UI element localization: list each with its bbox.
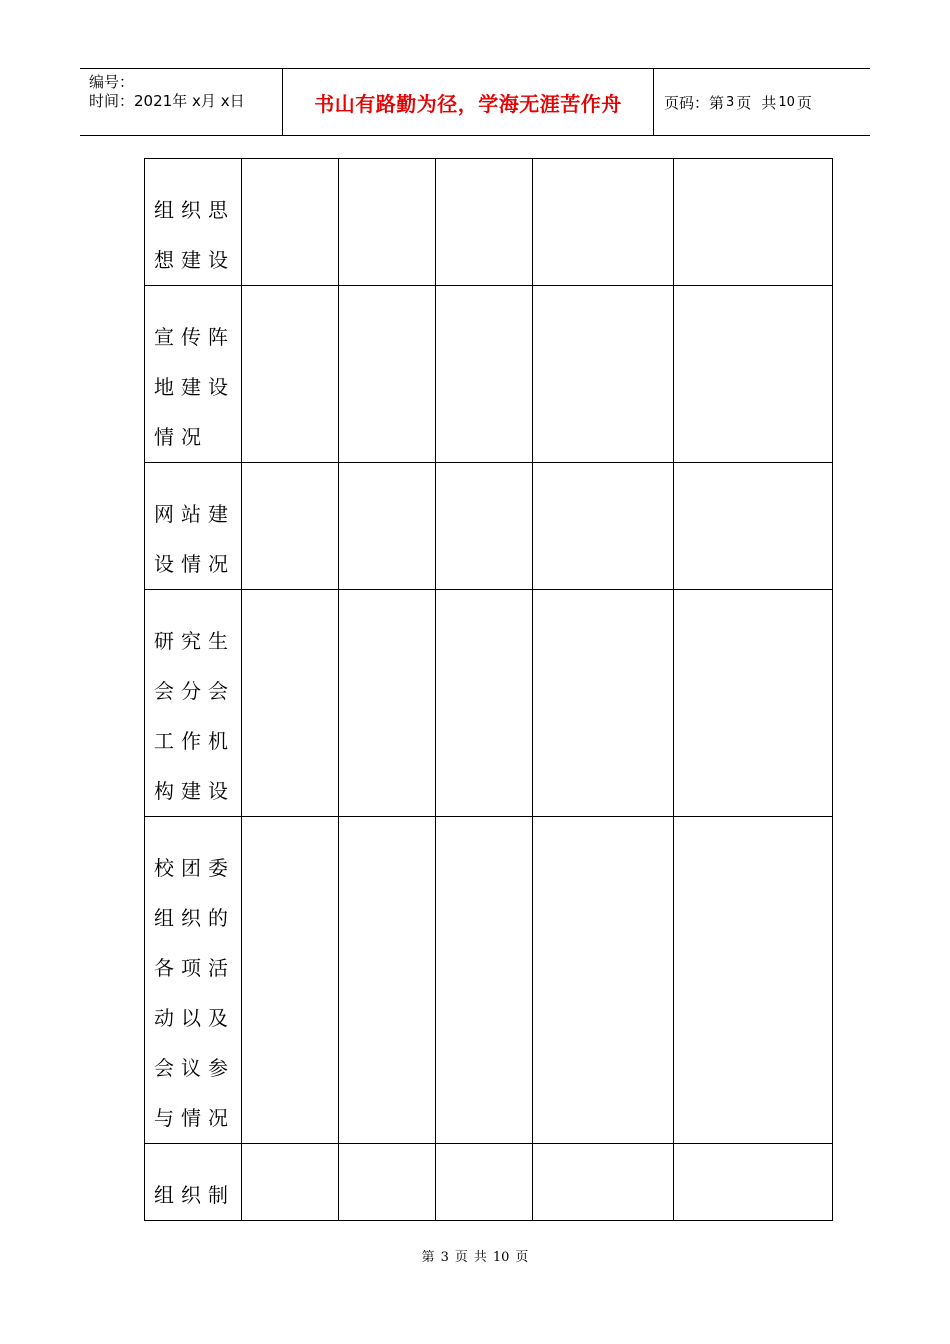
row-label: 研究生会分会工作机构建设 [145, 590, 242, 817]
table-cell[interactable] [436, 590, 533, 817]
table-row [145, 286, 833, 463]
table-cell[interactable] [242, 286, 339, 463]
table-cell[interactable] [674, 590, 833, 817]
header-page-info [654, 69, 870, 135]
date-month-unit: 月 [200, 92, 216, 110]
header-motto: 书山有路勤为径，学海无涯苦作舟 [314, 91, 622, 116]
footer-unit: 页 [454, 1250, 468, 1265]
table-cell[interactable] [674, 817, 833, 1144]
header-motto-cell [282, 69, 654, 135]
footer-total-prefix: 共 [473, 1250, 487, 1265]
table-cell[interactable] [242, 817, 339, 1144]
row-label: 网站建设情况 [145, 463, 242, 590]
row-label: 组织思想建设 [145, 159, 242, 286]
footer-prefix: 第 [421, 1250, 435, 1265]
header-meta [80, 69, 282, 135]
table-cell[interactable] [339, 159, 436, 286]
table-cell[interactable] [674, 159, 833, 286]
table-cell[interactable] [533, 590, 674, 817]
table-cell[interactable] [436, 463, 533, 590]
table-cell[interactable] [242, 590, 339, 817]
table-cell[interactable] [533, 159, 674, 286]
date-month: x [192, 92, 201, 110]
table-row [145, 817, 833, 1144]
table-cell[interactable] [674, 1144, 833, 1221]
evaluation-table [144, 158, 833, 1221]
row-label: 校团委组织的各项活动以及会议参与情况 [145, 817, 242, 1144]
table-cell[interactable] [436, 817, 533, 1144]
page-header [80, 68, 870, 136]
table-cell[interactable] [436, 159, 533, 286]
table-row [145, 1144, 833, 1221]
document-date [89, 92, 282, 111]
document-number [89, 73, 282, 92]
table-cell[interactable] [339, 286, 436, 463]
row-label: 组织制 [145, 1144, 242, 1221]
table-cell[interactable] [242, 463, 339, 590]
page-total-unit: 页 [796, 93, 812, 112]
footer-total: 10 [492, 1250, 510, 1265]
page-footer [0, 1246, 950, 1265]
table-cell[interactable] [533, 817, 674, 1144]
number-label: 编号： [89, 73, 135, 91]
page-current: 3 [726, 94, 735, 110]
table-cell[interactable] [436, 286, 533, 463]
table-cell[interactable] [674, 463, 833, 590]
table-cell[interactable] [339, 817, 436, 1144]
time-label: 时间： [89, 92, 135, 110]
table-cell[interactable] [533, 463, 674, 590]
footer-total-unit: 页 [515, 1250, 529, 1265]
table-cell[interactable] [242, 1144, 339, 1221]
page-unit: 页 [736, 93, 752, 112]
footer-current: 3 [440, 1250, 449, 1265]
table-row [145, 590, 833, 817]
table-cell[interactable] [533, 1144, 674, 1221]
table-cell[interactable] [436, 1144, 533, 1221]
date-year-unit: 年 [172, 92, 188, 110]
table-cell[interactable] [674, 286, 833, 463]
page-total-prefix: 共 [761, 93, 777, 112]
table-cell[interactable] [533, 286, 674, 463]
date-year: 2021 [134, 92, 173, 110]
row-label: 宣传阵地建设情况 [145, 286, 242, 463]
page-total: 10 [778, 94, 795, 110]
table-row [145, 463, 833, 590]
table-cell[interactable] [339, 1144, 436, 1221]
date-day-unit: 日 [229, 92, 245, 110]
page-label: 页码：第 [664, 93, 725, 112]
table-cell[interactable] [339, 463, 436, 590]
table-cell[interactable] [242, 159, 339, 286]
table-cell[interactable] [339, 590, 436, 817]
date-day: x [220, 92, 230, 110]
table-row [145, 159, 833, 286]
